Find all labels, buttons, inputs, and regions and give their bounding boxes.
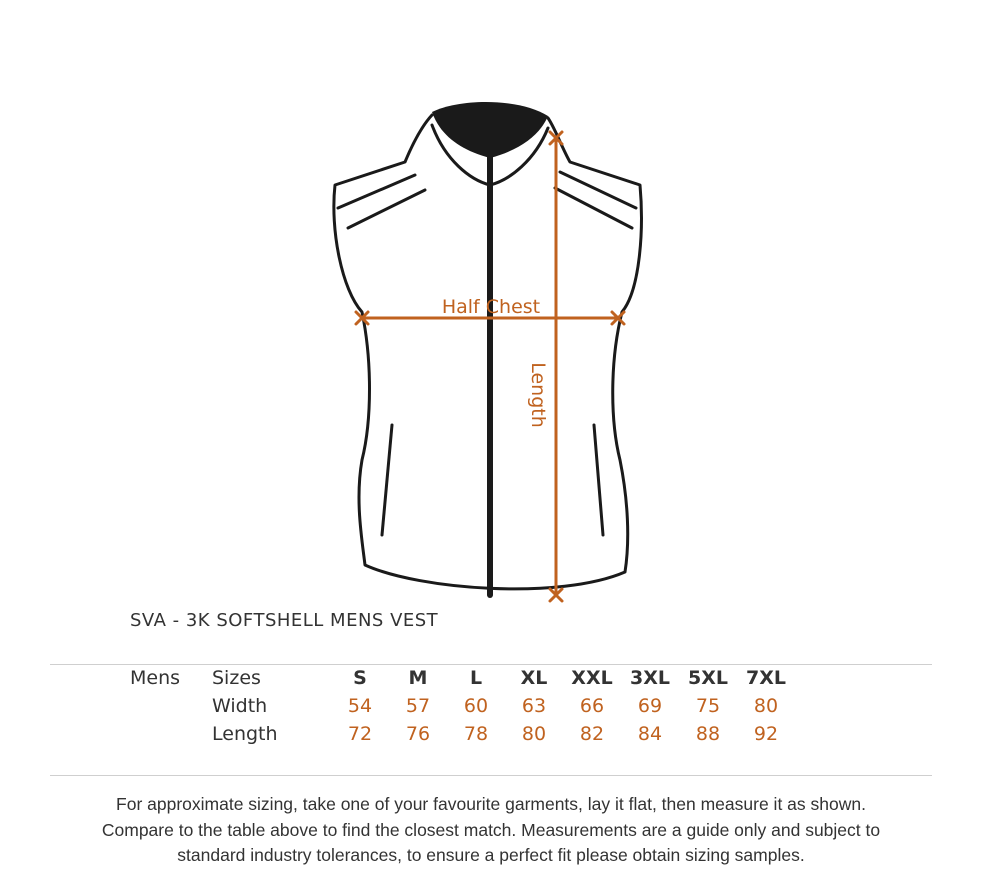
width-value: 60	[463, 695, 489, 717]
size-table	[0, 666, 982, 756]
size-header: L	[469, 667, 483, 689]
length-value: 88	[695, 723, 721, 745]
width-value: 57	[405, 695, 431, 717]
length-value: 84	[637, 723, 663, 745]
table-top-divider	[50, 664, 932, 665]
width-value: 63	[521, 695, 547, 717]
width-value: 66	[579, 695, 605, 717]
length-value: 82	[579, 723, 605, 745]
length-label: Length	[527, 362, 549, 428]
product-title: SVA - 3K SOFTSHELL MENS VEST	[130, 610, 439, 631]
table-bottom-divider	[50, 775, 932, 776]
size-header: 3XL	[630, 667, 670, 689]
collar-shape	[432, 102, 548, 158]
width-value: 80	[753, 695, 779, 717]
row-label-length: Length	[212, 723, 278, 745]
row-label-sizes: Sizes	[212, 667, 261, 689]
size-header: 7XL	[746, 667, 786, 689]
length-value: 78	[463, 723, 489, 745]
sizing-footnote	[40, 792, 942, 869]
size-header: 5XL	[688, 667, 728, 689]
length-value: 76	[405, 723, 431, 745]
width-value: 75	[695, 695, 721, 717]
row-label-width: Width	[212, 695, 268, 717]
footnote-line: For approximate sizing, take one of your favourite garments, lay it flat, then measure it as shown.	[116, 794, 866, 814]
length-value: 72	[347, 723, 373, 745]
length-value: 80	[521, 723, 547, 745]
size-header: XXL	[571, 667, 613, 689]
half-chest-label: Half Chest	[441, 296, 541, 318]
size-header: XL	[520, 667, 548, 689]
size-header: M	[408, 667, 428, 689]
category-label: Mens	[130, 667, 181, 689]
width-value: 54	[347, 695, 373, 717]
size-header: S	[353, 667, 367, 689]
length-measure	[550, 132, 562, 601]
width-value: 69	[637, 695, 663, 717]
footnote-line: Compare to the table above to find the closest match. Measurements are a guide only and subject to	[101, 819, 881, 840]
length-value: 92	[753, 723, 779, 745]
footnote-line: standard industry tolerances, to ensure a perfect fit please obtain sizing samples.	[177, 845, 805, 865]
